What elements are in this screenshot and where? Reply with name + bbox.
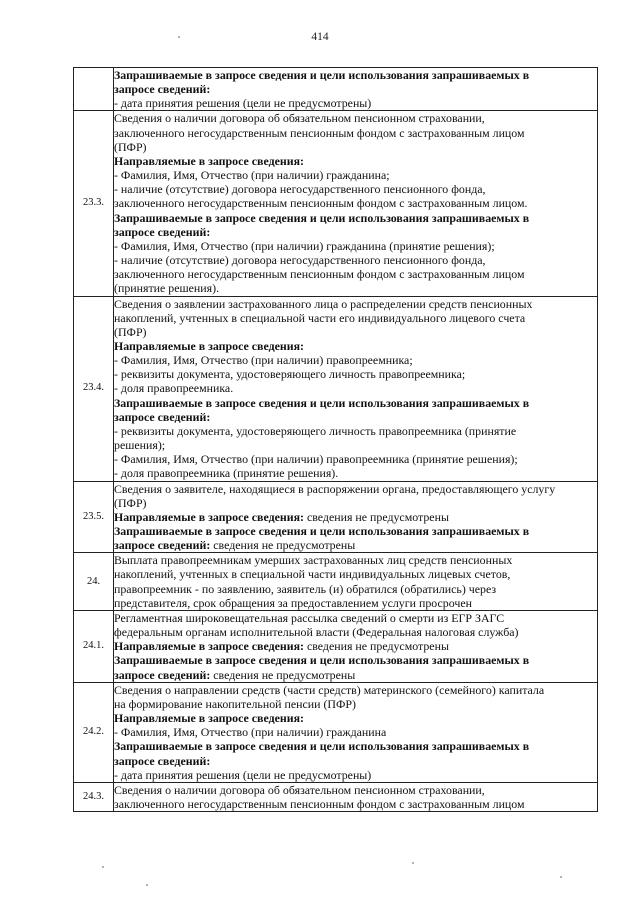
text-line: правопреемник - по заявлению, заявитель (и) обратился (обратились) через [114,581,497,596]
bold-label: запросе сведений: [114,667,211,682]
text-line: - реквизиты документа, удостоверяющего личность правопреемника (принятие [114,423,517,438]
text-line: Запрашиваемые в запросе сведения и цели использования запрашиваемых в [114,524,530,538]
text-line [114,510,597,524]
text-line: представителя, срок обращения за предоставлением услуги просрочен [114,595,472,610]
table-row [74,481,598,553]
text-line: (принятие решения). [114,281,220,296]
table-row [74,553,598,611]
row-number: 24.1. [74,610,114,682]
text-line: Направляемые в запросе сведения: [114,338,304,353]
row-content [114,111,598,296]
table-row [74,111,598,296]
text-line: Запрашиваемые в запросе сведения и цели использования запрашиваемых в [114,68,530,82]
text-line: - дата принятия решения (цели не предусмотрены) [114,96,372,111]
row-number [74,68,114,111]
table-row [74,782,598,811]
text-line: Запрашиваемые в запросе сведения и цели использования запрашиваемых в [114,210,530,225]
text-line: (ПФР) [114,324,147,339]
text-line: (ПФР) [114,139,147,154]
row-content [114,296,598,481]
text-line: Сведения о направлении средств (части средств) материнского (семейного) капитала [114,682,545,697]
text-line [114,639,597,653]
page-number: 414 [311,31,329,43]
value-text: сведения не предусмотрены [210,667,356,682]
row-number: 23.3. [74,111,114,296]
text-line: - дата принятия решения (цели не предусмотрены) [114,767,372,782]
value-text: сведения не предусмотрены [210,538,356,553]
text-line: Сведения о наличии договора об обязательном пенсионном страховании, [114,782,485,797]
text-line: Выплата правопреемникам умерших застрахованных лиц средств пенсионных [114,553,513,568]
text-line: Сведения о наличии договора об обязательном пенсионном страховании, [114,111,485,126]
text-line: Сведения о заявлении застрахованного лица о распределении средств пенсионных [114,296,533,311]
services-table-body [74,68,598,812]
table-row [74,68,598,111]
scan-speck [560,876,562,878]
text-line: Запрашиваемые в запросе сведения и цели использования запрашиваемых в [114,739,530,754]
text-line: решения); [114,438,166,453]
bold-label: Направляемые в запросе сведения: [114,509,304,524]
text-line: - доля правопреемника. [114,381,234,396]
row-number: 24.3. [74,782,114,811]
text-line: - Фамилия, Имя, Отчество (при наличии) гражданина; [114,168,390,183]
row-content [114,68,598,111]
text-line: - Фамилия, Имя, Отчество (при наличии) гражданина [114,725,387,740]
text-line [114,668,597,682]
text-line: - Фамилия, Имя, Отчество (при наличии) правопреемника; [114,353,413,368]
text-line: - наличие (отсутствие) договора негосударственного пенсионного фонда, [114,253,486,268]
bold-label: запросе сведений: [114,538,211,553]
text-line: - Фамилия, Имя, Отчество (при наличии) гражданина (принятие решения); [114,238,495,253]
text-line: - доля правопреемника (принятие решения). [114,466,339,481]
table-row [74,296,598,481]
value-text: сведения не предусмотрены [303,509,449,524]
text-line: Направляемые в запросе сведения: [114,711,304,726]
text-line: федеральным органам исполнительной власти (Федеральная налоговая служба) [114,625,519,640]
scan-speck [178,36,180,38]
row-content [114,782,598,811]
text-line: запросе сведений: [114,753,211,768]
row-content [114,610,598,682]
text-line: Регламентная широковещательная рассылка сведений о смерти из ЕГР ЗАГС [114,610,505,625]
text-line: запросе сведений: [114,224,211,239]
scan-speck [146,884,148,886]
text-line: накоплений, учтенных в специальной части индивидуальных лицевых счетов, [114,567,511,582]
row-number: 24. [74,553,114,611]
row-number: 24.2. [74,682,114,782]
services-table [73,67,598,812]
row-number: 23.5. [74,481,114,553]
text-line: заключенного негосударственным пенсионным фондом с застрахованным лицом [114,796,525,811]
text-line: заключенного негосударственным пенсионным фондом с застрахованным лицом [114,267,525,282]
bold-label: Направляемые в запросе сведения: [114,639,304,654]
value-text: сведения не предусмотрены [303,639,449,654]
text-line: запросе сведений: [114,82,211,97]
row-number: 23.4. [74,296,114,481]
table-row [74,682,598,782]
text-line: на формирование накопительной пенсии (ПФР) [114,696,356,711]
text-line: Запрашиваемые в запросе сведения и цели использования запрашиваемых в [114,395,530,410]
text-line: - реквизиты документа, удостоверяющего личность правопреемника; [114,367,466,382]
text-line [114,538,597,552]
table-row [74,610,598,682]
text-line: Сведения о заявителе, находящиеся в распоряжении органа, предоставляющего услугу [114,481,556,496]
scan-speck [412,862,414,864]
row-content [114,553,598,611]
text-line: - Фамилия, Имя, Отчество (при наличии) правопреемника (принятие решения); [114,452,518,467]
row-content [114,682,598,782]
scan-speck [102,866,104,868]
row-content [114,481,598,553]
text-line: заключенного негосударственным пенсионным фондом с застрахованным лицом [114,125,525,140]
text-line: Запрашиваемые в запросе сведения и цели использования запрашиваемых в [114,653,530,668]
text-line: Направляемые в запросе сведения: [114,153,304,168]
text-line: накоплений, учтенных в специальной части его индивидуального лицевого счета [114,310,526,325]
text-line: - наличие (отсутствие) договора негосударственного пенсионного фонда, [114,182,486,197]
text-line: заключенного негосударственным пенсионным фондом с застрахованным лицом. [114,196,528,211]
text-line: (ПФР) [114,495,147,510]
text-line: запросе сведений: [114,409,211,424]
